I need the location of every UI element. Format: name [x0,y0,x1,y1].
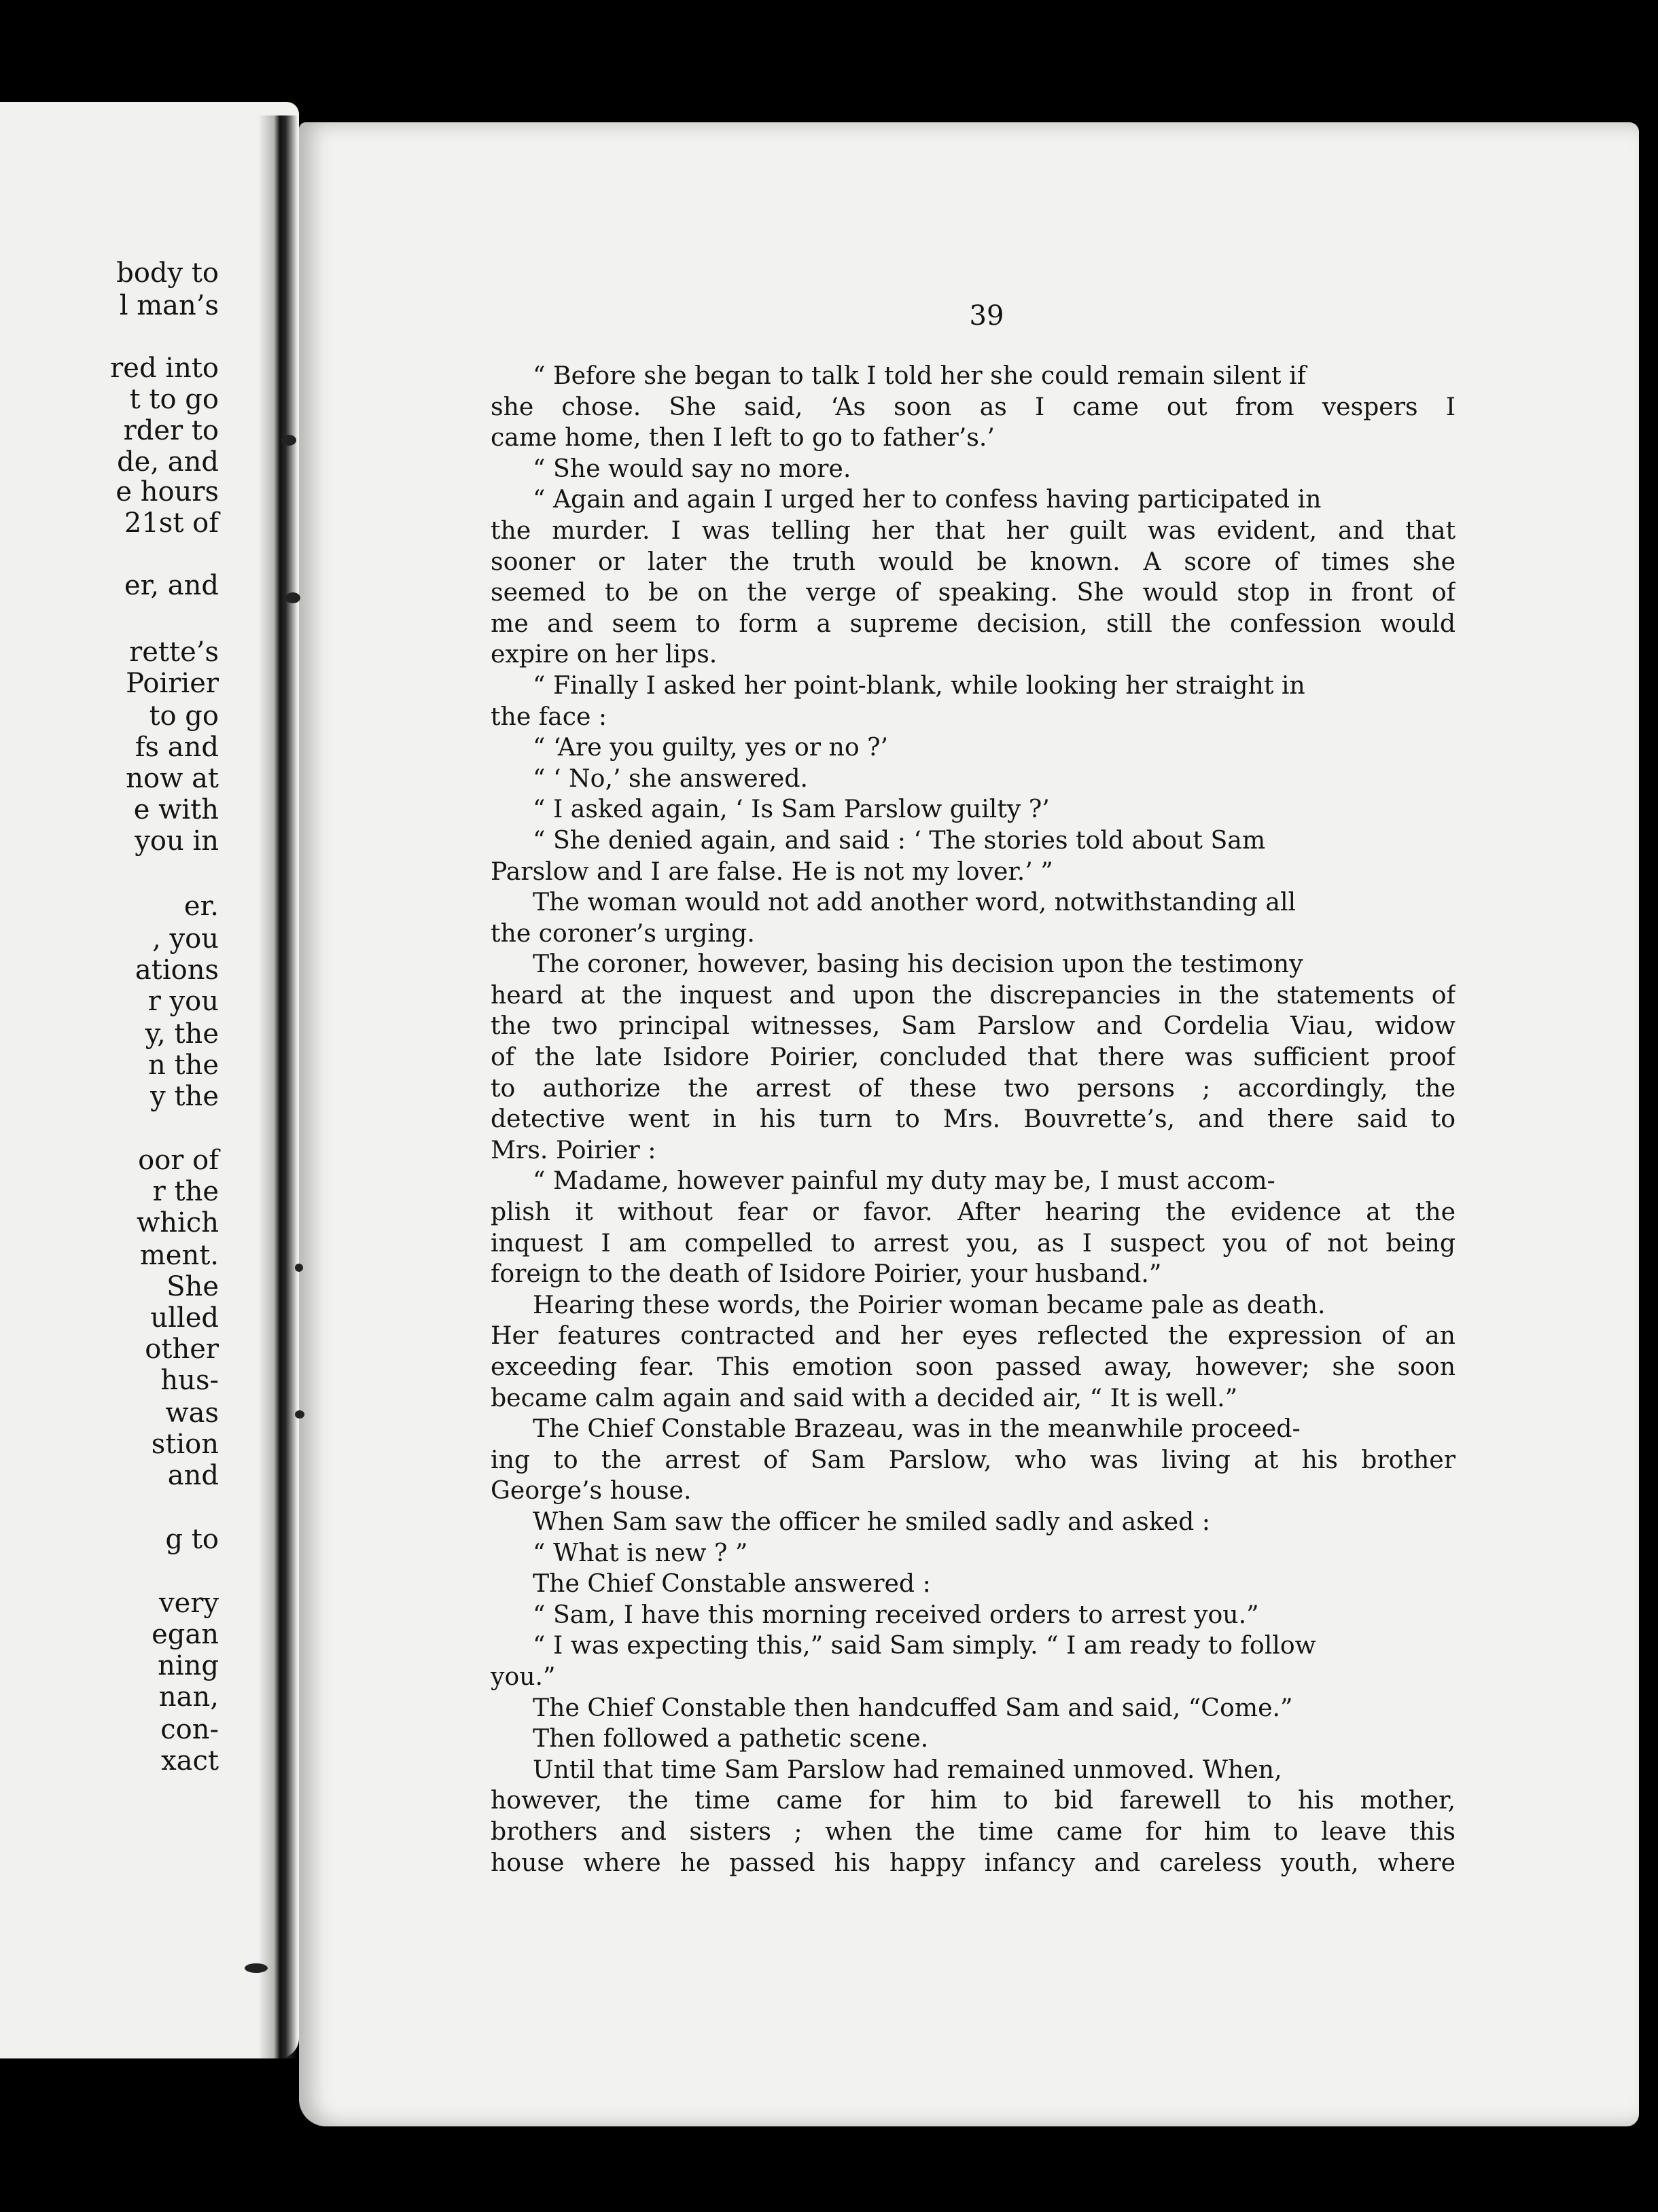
text-line: The coroner, however, basing his decision upon the testimony [533,949,1303,979]
text-line: the two principal witnesses, Sam Parslow and Cordelia Viau, widow [491,1011,1456,1041]
left-page-fragment: con- [160,1714,219,1745]
left-page-fragment: which [137,1207,219,1238]
text-line: house where he passed his happy infancy and careless youth, where [491,1847,1456,1877]
text-line: plish it without fear or favor. After hearing the evidence at the [491,1197,1456,1227]
left-page-fragment: y, the [145,1018,219,1050]
left-page-fragment: Poirier [126,668,219,699]
text-line: “ What is new ? ” [533,1537,748,1567]
left-page-fragment: e with [133,794,219,825]
right-page [299,122,1639,2126]
text-line: came home, then I left to go to father’s.’ [491,423,995,452]
text-line: “ Finally I asked her point-blank, while looking her straight in [533,670,1305,700]
left-page-fragment: you in [135,825,219,857]
binding-speck [295,1264,303,1272]
text-line: “ ‘Are you guilty, yes or no ?’ [533,732,889,762]
left-page-fragment: e hours [116,476,219,507]
left-page-fragment: , you [152,923,219,955]
left-page-fragment: y the [150,1081,219,1112]
text-line: the face : [491,701,607,731]
text-line: Hearing these words, the Poirier woman became pale as death. [533,1289,1326,1319]
text-line: “ Madame, however painful my duty may be, I must accom- [533,1166,1275,1196]
left-page-fragment: t to go [129,384,219,415]
text-line: the murder. I was telling her that her guilt was evident, and that [491,515,1456,545]
text-line: of the late Isidore Poirier, concluded that there was sufficient proof [491,1042,1456,1072]
text-line: When Sam saw the officer he smiled sadly and asked : [533,1506,1210,1536]
text-line: Parslow and I are false. He is not my lover.’ ” [491,856,1053,886]
text-line: The Chief Constable then handcuffed Sam and said, “Come.” [533,1692,1293,1722]
text-line: Her features contracted and her eyes reflected the expression of an [491,1321,1456,1351]
left-page-fragment: r the [152,1176,219,1207]
left-page-fragment: r you [147,986,219,1017]
left-page-fragment: egan [152,1619,219,1650]
binding-speck [295,1410,304,1419]
text-line: you.” [491,1661,556,1691]
text-line: The woman would not add another word, notwithstanding all [533,887,1297,917]
left-page-fragment: was [165,1397,219,1429]
text-line: heard at the inquest and upon the discrepancies in the statements of [491,980,1456,1010]
left-page-fragment: ning [158,1650,219,1681]
left-page-fragment: and [167,1460,219,1491]
text-line: however, the time came for him to bid farewell to his mother, [491,1785,1456,1815]
text-line: exceeding fear. This emotion soon passed away, however; she soon [491,1352,1456,1381]
text-line: ing to the arrest of Sam Parslow, who was living at his brother [491,1444,1456,1474]
text-line: “ ‘ No,’ she answered. [533,763,808,793]
text-line: the coroner’s urging. [491,918,755,948]
book-binding-shadow [258,115,298,2058]
left-page-fragment: to go [149,700,219,732]
left-page-fragment: er. [183,891,219,922]
left-page-fragment: er, and [124,570,219,601]
left-page-fragment: nan, [158,1681,219,1713]
text-line: “ Sam, I have this morning received orders to arrest you.” [533,1599,1259,1629]
text-line: Mrs. Poirier : [491,1135,656,1164]
left-page-fragment: xact [161,1745,219,1777]
left-page-text-fragments [0,102,299,2058]
text-line: “ She denied again, and said : ‘ The stories told about Sam [533,825,1266,855]
binding-speck [281,435,296,446]
text-line: George’s house. [491,1476,692,1505]
binding-speck [285,592,300,603]
text-line: seemed to be on the verge of speaking. She would stop in front of [491,577,1456,607]
left-page-fragment: stion [151,1429,219,1460]
page-body-text [491,360,1456,1878]
text-line: foreign to the death of Isidore Poirier, your husband.” [491,1259,1162,1289]
text-line: inquest I am compelled to arrest you, as I suspect you of not being [491,1228,1456,1257]
left-page-fragment: ulled [150,1302,219,1334]
left-page-fragment: rder to [123,415,219,446]
left-page-fragment: body to [116,257,219,289]
text-line: “ She would say no more. [533,453,851,483]
left-page-fragment: fs and [135,732,219,763]
left-page-fragment: other [145,1334,219,1365]
text-line: The Chief Constable Brazeau, was in the meanwhile proceed- [533,1414,1301,1444]
text-line: became calm again and said with a decided air, “ It is well.” [491,1382,1238,1412]
text-line: me and seem to form a supreme decision, still the confession would [491,608,1456,638]
left-page-fragment: g to [165,1524,219,1555]
left-page-fragment: red into [110,353,219,384]
text-line: “ Before she began to talk I told her she could remain silent if [533,361,1307,390]
left-page-fragment: oor of [138,1145,219,1176]
text-line: The Chief Constable answered : [533,1569,931,1599]
left-page-fragment: n the [148,1050,219,1081]
text-line: “ Again and again I urged her to confess having participated in [533,484,1322,514]
left-page-fragment: very [159,1588,219,1619]
left-page-fragment: now at [126,763,219,794]
left-page-fragment: rette’s [129,637,219,668]
text-line: she chose. She said, ‘As soon as I came out from vespers I [491,391,1456,421]
left-facing-page [0,102,299,2058]
left-page-fragment: ment. [139,1240,219,1271]
left-page-fragment: l man’s [119,290,219,321]
left-page-fragment: de, and [117,446,219,478]
binding-speck [245,1963,268,1973]
text-line: expire on her lips. [491,639,718,669]
text-line: detective went in his turn to Mrs. Bouvrette’s, and there said to [491,1104,1456,1134]
text-line: Until that time Sam Parslow had remained unmoved. When, [533,1754,1282,1784]
left-page-fragment: 21st of [124,507,219,539]
left-page-fragment: She [166,1271,219,1302]
page-number: 39 [969,300,1004,332]
text-line: brothers and sisters ; when the time came for him to leave this [491,1816,1456,1846]
text-line: sooner or later the truth would be known. A score of times she [491,546,1456,576]
text-line: to authorize the arrest of these two persons ; accordingly, the [491,1073,1456,1103]
left-page-fragment: hus- [160,1365,219,1396]
left-page-fragment: ations [135,955,219,986]
text-line: Then followed a pathetic scene. [533,1724,929,1753]
text-line: “ I asked again, ‘ Is Sam Parslow guilty ?’ [533,794,1050,824]
text-line: “ I was expecting this,” said Sam simply. “ I am ready to follow [533,1630,1316,1660]
